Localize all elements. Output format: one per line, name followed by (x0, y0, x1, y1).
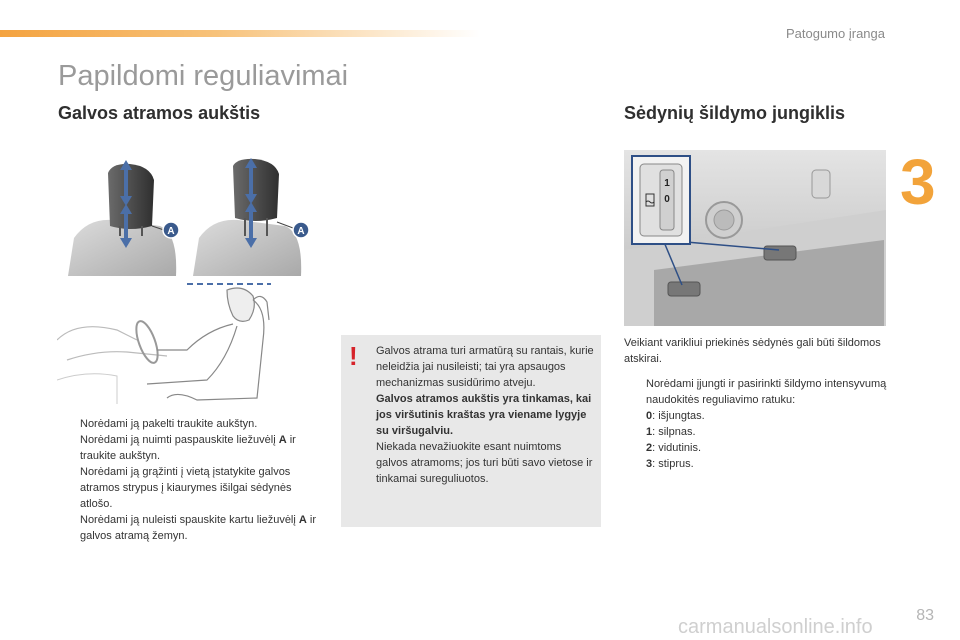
headrest-illustration-2 (193, 158, 315, 276)
list-item: 1: silpnas. (646, 426, 696, 438)
heating-levels (646, 408, 894, 472)
page-number: 83 (916, 607, 934, 624)
top-accent-bar (0, 30, 480, 37)
list-item: 0: išjungtas. (646, 410, 705, 422)
callout-a-1: A (167, 226, 175, 237)
warning-paragraph-2: Niekada nevažiuokite esant nuimtoms galvos atramoms; jos turi būti savo vietose ir tinkamai sureguliuotos. (376, 441, 593, 485)
callout-a-2: A (297, 226, 305, 237)
watermark: carmanualsonline.info (678, 616, 873, 638)
warning-bold-paragraph: Galvos atramos aukštis yra tinkamas, kai jos viršutinis kraštas yra viename lygyje su viršugalviu. (376, 393, 592, 437)
list-item: Norėdami ją nuimti paspauskite liežuvėlį A ir traukite aukštyn. (80, 434, 296, 462)
switch-label-1: 1 (664, 178, 670, 189)
driver-position-illustration (57, 280, 277, 404)
list-item: Norėdami ją pakelti traukite aukštyn. (80, 418, 258, 430)
warning-box (341, 335, 601, 527)
warning-paragraph-1: Galvos atrama turi armatūrą su rantais, kurie neleidžia jai nusileisti; tai yra apsaugos mechanizmas susidūrimo atveju. (376, 345, 594, 389)
warning-text (376, 343, 596, 487)
list-item: 2: vidutinis. (646, 442, 702, 454)
headrest-heading: Galvos atramos aukštis (58, 103, 261, 123)
list-item: 3: stiprus. (646, 458, 694, 470)
section-header: Patogumo įranga (785, 26, 885, 41)
switch-label-0: 0 (664, 194, 670, 205)
chapter-number: 3 (900, 146, 936, 218)
page-title: Papildomi reguliavimai (58, 60, 349, 92)
headrest-instructions (62, 416, 322, 544)
seat-heating-switch-illustration (624, 150, 886, 326)
list-item: Norėdami ją nuleisti spauskite kartu liežuvėlį A ir galvos atramą žemyn. (80, 514, 317, 542)
list-item: Norėdami ją grąžinti į vietą įstatykite galvos atramos strypus į kiaurymes išilgai sėdynės atlošo. (80, 466, 292, 510)
warning-exclamation-icon: ! (349, 341, 358, 371)
seat-heating-text (624, 335, 894, 472)
list-item: Norėdami įjungti ir pasirinkti šildymo intensyvumą naudokitės reguliavimo ratuku: (646, 378, 887, 406)
seat-heating-heading: Sėdynių šildymo jungiklis (624, 103, 846, 123)
seat-heating-intro: Veikiant varikliui priekinės sėdynės gali būti šildomos atskirai. (624, 337, 881, 365)
headrest-illustration-1 (68, 158, 190, 276)
